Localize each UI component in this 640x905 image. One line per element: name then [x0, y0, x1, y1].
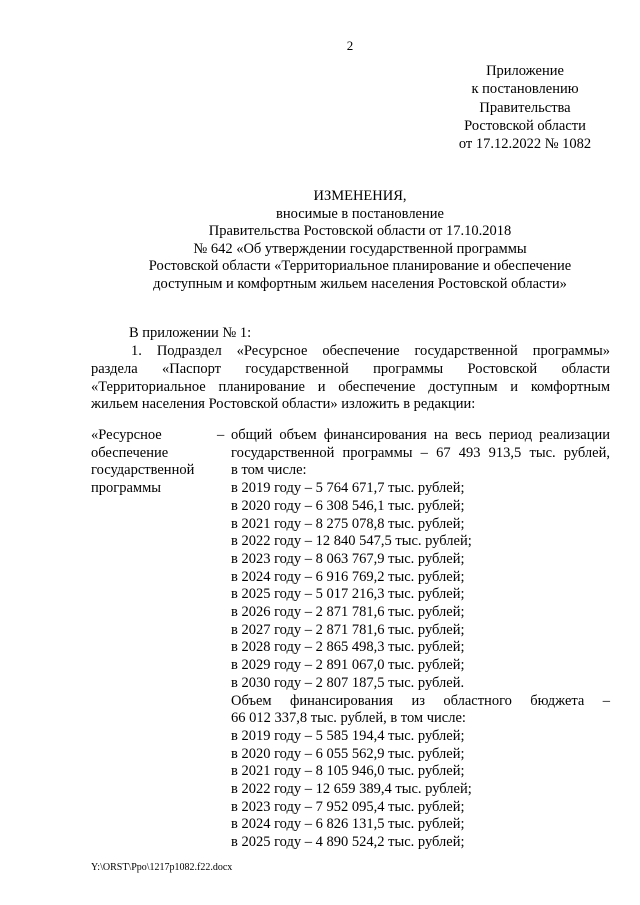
title-line: № 642 «Об утверждении государственной программы: [193, 240, 527, 257]
label-line: государственной: [91, 462, 195, 479]
title-line: доступным и комфортным жильем населения Ростовской области»: [153, 275, 567, 292]
total-line: общий объем финансирования на весь период реализации: [231, 427, 610, 443]
resource-table: [91, 427, 610, 852]
year-regional-line: в 2024 году – 6 826 131,5 тыс. рублей;: [231, 816, 465, 833]
year-total-line: в 2021 году – 8 275 078,8 тыс. рублей;: [231, 515, 465, 532]
table-value-cell: [231, 427, 610, 852]
document-title: [40, 188, 640, 294]
paragraph-line: «Территориальное планирование и обеспечение доступным и комфортным: [91, 378, 610, 395]
label-line: программы: [91, 480, 161, 497]
year-total-line: в 2024 году – 6 916 769,2 тыс. рублей;: [231, 568, 465, 585]
regional-budget-line: 66 012 337,8 тыс. рублей, в том числе:: [231, 710, 466, 727]
appendix-line: Ростовской области: [464, 117, 586, 134]
table-label-cell: [91, 427, 211, 852]
total-line: государственной программы – 67 493 913,5 тыс. рублей,: [231, 444, 610, 461]
year-total-line: в 2020 году – 6 308 546,1 тыс. рублей;: [231, 497, 465, 514]
year-regional-line: в 2023 году – 7 952 095,4 тыс. рублей;: [231, 798, 465, 815]
year-total-line: в 2027 году – 2 871 781,6 тыс. рублей;: [231, 621, 465, 638]
year-regional-line: в 2019 году – 5 585 194,4 тыс. рублей;: [231, 727, 465, 744]
title-heading: ИЗМЕНЕНИЯ,: [313, 188, 407, 204]
year-total-line: в 2030 году – 2 807 187,5 тыс. рублей.: [231, 674, 465, 691]
year-total-line: в 2029 году – 2 891 067,0 тыс. рублей;: [231, 657, 465, 674]
year-regional-line: в 2021 году – 8 105 946,0 тыс. рублей;: [231, 763, 465, 780]
appendix-block: [450, 62, 600, 153]
regional-budget-line: Объем финансирования из областного бюджета –: [231, 692, 610, 709]
appendix-line: к постановлению: [471, 81, 579, 98]
title-line: Ростовской области «Территориальное планирование и обеспечение: [148, 258, 572, 275]
table-dash: –: [217, 427, 225, 443]
label-line: обеспечение: [91, 444, 169, 461]
title-line: вносимые в постановление: [276, 205, 444, 222]
year-regional-line: в 2020 году – 6 055 562,9 тыс. рублей;: [231, 745, 465, 762]
appendix-line: Правительства: [479, 99, 571, 116]
appendix-line: Приложение: [486, 63, 564, 79]
paragraph-line: 1. Подраздел «Ресурсное обеспечение государственной программы»: [131, 343, 610, 359]
year-regional-line: в 2025 году – 4 890 524,2 тыс. рублей;: [231, 834, 465, 851]
page-number: 2: [346, 38, 354, 53]
year-total-line: в 2019 году – 5 764 671,7 тыс. рублей;: [231, 480, 465, 497]
year-total-line: в 2026 году – 2 871 781,6 тыс. рублей;: [231, 604, 465, 621]
year-total-line: в 2023 году – 8 063 767,9 тыс. рублей;: [231, 550, 465, 567]
paragraph-line: жильем населения Ростовской области» изложить в редакции:: [91, 396, 476, 413]
year-total-line: в 2028 году – 2 865 498,3 тыс. рублей;: [231, 639, 465, 656]
title-line: Правительства Ростовской области от 17.10.2018: [208, 223, 512, 240]
paragraph-line: раздела «Паспорт государственной программы Ростовской области: [91, 360, 610, 377]
paragraph-1: [91, 343, 610, 414]
year-regional-line: в 2022 году – 12 659 389,4 тыс. рублей;: [231, 781, 472, 798]
intro-text: В приложении № 1:: [129, 325, 252, 341]
total-line: в том числе:: [231, 462, 307, 479]
label-line: «Ресурсное: [91, 427, 162, 443]
file-path-footer: Y:\ORST\Ppo\1217p1082.f22.docx: [91, 862, 233, 873]
appendix-line: от 17.12.2022 № 1082: [458, 136, 592, 153]
year-total-line: в 2025 году – 5 017 216,3 тыс. рублей;: [231, 586, 465, 603]
year-total-line: в 2022 году – 12 840 547,5 тыс. рублей;: [231, 533, 472, 550]
